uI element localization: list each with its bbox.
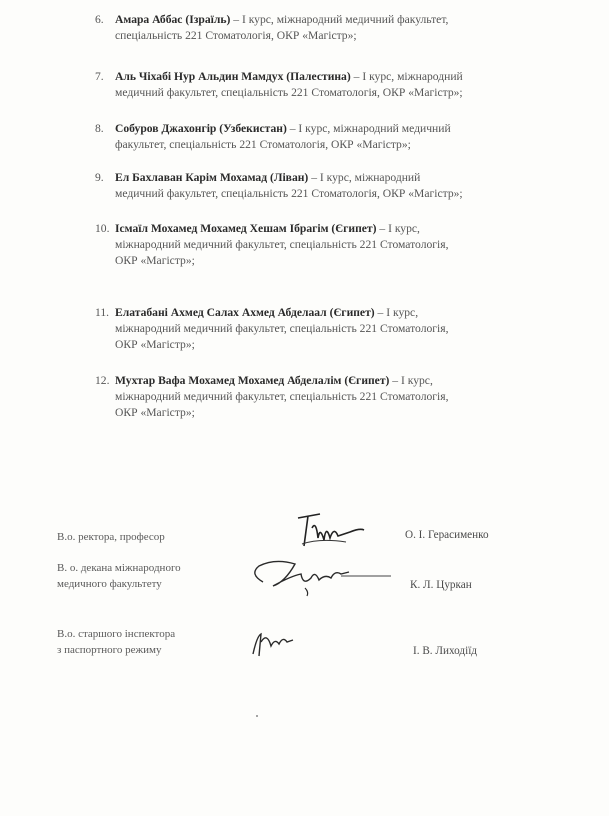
signatory-role: [57, 626, 175, 658]
signatory-role-line: В.о. старшого інспектора: [57, 628, 176, 640]
signature-dean: [245, 552, 395, 597]
item-text: ОКР «Магістр»;: [115, 254, 195, 267]
list-item: [95, 69, 535, 101]
list-item: [95, 305, 535, 353]
student-name: Ел Бахлаван Карім Мохамад (Ліван): [115, 171, 309, 184]
item-number: 8.: [95, 122, 104, 135]
list-item: [95, 121, 535, 153]
item-number: 10.: [95, 222, 110, 235]
signatory-role: [57, 529, 165, 545]
item-text: – I курс, міжнародний медичний факультет,: [230, 13, 449, 26]
signatory-role-line: В. о. декана міжнародного: [57, 562, 181, 574]
item-text: – I курс,: [389, 374, 433, 387]
list-item: [95, 221, 535, 269]
item-text: міжнародний медичний факультет, спеціальність 221 Стоматологія,: [115, 238, 449, 251]
item-text: міжнародний медичний факультет, спеціальність 221 Стоматологія,: [115, 390, 449, 403]
list-item: [95, 12, 535, 44]
item-text: міжнародний медичний факультет, спеціальність 221 Стоматологія,: [115, 322, 449, 335]
item-number: 7.: [95, 70, 104, 83]
signatory-name: О. І. Герасименко: [405, 529, 489, 541]
signatory-role-line: медичного факультету: [57, 578, 162, 590]
signatory-role-line: з паспортного режиму: [57, 644, 162, 656]
item-number: 12.: [95, 374, 110, 387]
item-text: – I курс,: [374, 306, 419, 319]
item-text: ОКР «Магістр»;: [115, 338, 195, 351]
item-text: медичний факультет, спеціальність 221 Стоматологія, ОКР «Магістр»;: [115, 187, 463, 200]
item-text: факультет, спеціальність 221 Стоматологія, ОКР «Магістр»;: [115, 138, 411, 151]
item-text: – I курс, міжнародний: [308, 171, 421, 184]
student-name: Амара Аббас (Ізраїль): [115, 13, 231, 26]
item-number: 11.: [95, 306, 110, 319]
item-number: 9.: [95, 171, 104, 184]
signatory-name: К. Л. Цуркан: [410, 579, 472, 591]
student-name: Мухтар Вафа Мохамед Мохамед Абделалім (Єгипет): [115, 374, 390, 387]
signature-inspector: [245, 626, 305, 662]
item-text: спеціальність 221 Стоматологія, ОКР «Магістр»;: [115, 29, 357, 42]
student-name: Елатабані Ахмед Салах Ахмед Абделаал (Єгипет): [115, 306, 375, 319]
item-text: – I курс, міжнародний: [350, 70, 463, 83]
item-text: ОКР «Магістр»;: [115, 406, 195, 419]
signatory-role-line: В.о. ректора, професор: [57, 531, 165, 543]
item-text: – I курс,: [376, 222, 420, 235]
signatory-role: [57, 560, 181, 592]
student-name: Аль Чіхабі Нур Альдин Мамдух (Палестина): [115, 70, 351, 83]
list-item: [95, 170, 535, 202]
item-number: 6.: [95, 13, 104, 26]
item-text: – I курс, міжнародний медичний: [286, 122, 451, 135]
signature-rector: [290, 508, 370, 553]
scan-speck: [256, 715, 258, 717]
list-item: [95, 373, 535, 421]
student-name: Собуров Джахонгір (Узбекистан): [115, 122, 287, 135]
student-name: Ісмаїл Мохамед Мохамед Хешам Ібрагім (Єгипет): [115, 222, 377, 235]
signatory-name: І. В. Лиходіїд: [413, 645, 477, 657]
item-text: медичний факультет, спеціальність 221 Стоматологія, ОКР «Магістр»;: [115, 86, 463, 99]
